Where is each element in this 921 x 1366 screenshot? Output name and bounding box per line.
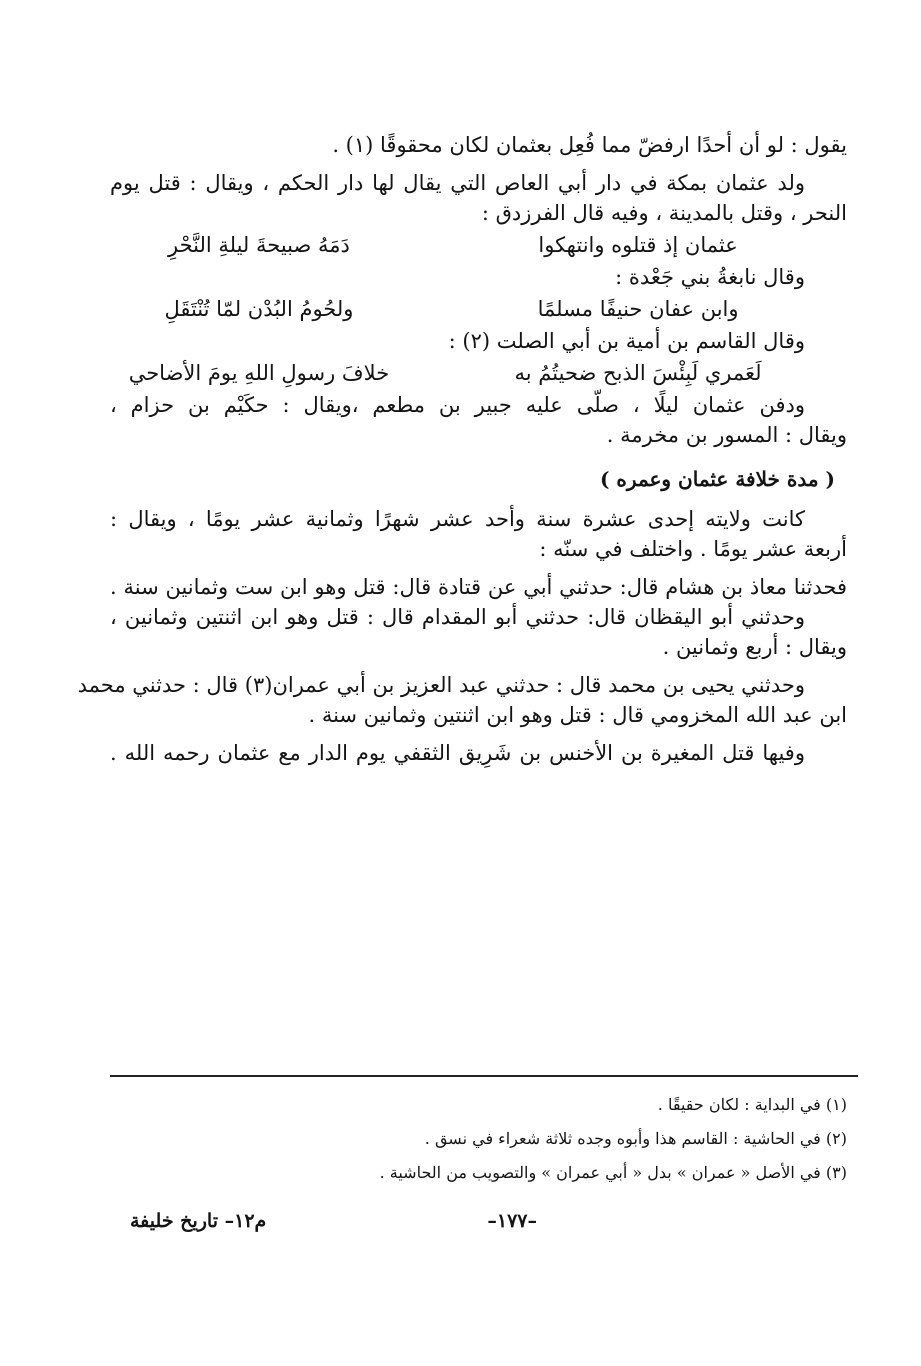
text-line: يقول : لو أن أحدًا ارفضّ مما فُعِل بعثمان لكان محقوقًا (١) . xyxy=(332,133,847,157)
verse-hemistich: وابن عفان حنيفًا مسلمًا xyxy=(537,297,739,321)
text-line: فحدثنا معاذ بن هشام قال: حدثني أبي عن قتادة قال: قتل وهو ابن ست وثمانين سنة . xyxy=(110,575,847,599)
text-line: وحدثني يحيى بن محمد قال : حدثني عبد العزيز بن أبي عمران(٣) قال : حدثني محمد xyxy=(77,673,805,697)
running-footer: م١٢– تاريخ خليفة xyxy=(130,1210,267,1232)
text-line: أربعة عشر يومًا . واختلف في سنّه : xyxy=(539,537,847,561)
text-line: وفيها قتل المغيرة بن الأخنس بن شَرِيق الثقفي يوم الدار مع عثمان رحمه الله . xyxy=(110,741,805,765)
footnote: (١) في البداية : لكان حقيقًا . xyxy=(657,1095,847,1114)
footnote-divider xyxy=(110,1075,858,1077)
verse-hemistich: خلافَ رسولِ اللهِ يومَ الأضاحي xyxy=(128,361,390,385)
section-heading: ( مدة خلافة عثمان وعمره ) xyxy=(600,467,835,491)
footnotes xyxy=(110,1088,847,1190)
text-line: وقال القاسم بن أمية بن أبي الصلت (٢) : xyxy=(448,329,805,353)
text-line: كانت ولايته إحدى عشرة سنة وأحد عشر شهرًا وثمانية عشر يومًا ، ويقال : xyxy=(110,507,805,531)
verse-hemistich: عثمان إذ قتلوه وانتهكوا xyxy=(538,233,738,257)
text-line: وقال نابغةُ بني جَعْدة : xyxy=(615,265,805,289)
verse xyxy=(110,292,847,326)
verse-hemistich: لَعَمري لَبِئْسَ الذبح ضحيتُمُ به xyxy=(514,361,762,385)
text-line: ابن عبد الله المخزومي قال : قتل وهو ابن اثنتين وثمانين سنة . xyxy=(308,703,847,727)
text-line: ويقال : المسور بن مخرمة . xyxy=(606,423,847,447)
text-line: ودفن عثمان ليلًا ، صلّى عليه جبير بن مطعم ،ويقال : حكَيْم بن حزام ، xyxy=(110,393,805,417)
text-line: ويقال : أربع وثمانين . xyxy=(662,635,847,659)
main-text xyxy=(77,130,847,768)
verse xyxy=(110,356,847,390)
page-number: –١٧٧– xyxy=(487,1210,537,1232)
text-line: ولد عثمان بمكة في دار أبي العاص التي يقال لها دار الحكم ، ويقال : قتل يوم xyxy=(110,171,805,195)
text-line: وحدثني أبو اليقظان قال: حدثني أبو المقدام قال : قتل وهو ابن اثنتين وثمانين ، xyxy=(110,605,805,629)
footnote: (٢) في الحاشية : القاسم هذا وأبوه وجده ثلاثة شعراء في نسق . xyxy=(424,1129,847,1148)
verse xyxy=(110,228,847,262)
footnote: (٣) في الأصل « عمران » بدل « أبي عمران » والتصويب من الحاشية . xyxy=(379,1163,847,1182)
verse-hemistich: دَمَهُ صبيحةَ ليلةِ النَّحْرِ xyxy=(168,233,350,257)
text-line: النحر ، وقتل بالمدينة ، وفيه قال الفرزدق : xyxy=(481,201,847,225)
verse-hemistich: ولحُومُ البُدْن لمّا تُنْتَقَلِ xyxy=(164,297,354,321)
